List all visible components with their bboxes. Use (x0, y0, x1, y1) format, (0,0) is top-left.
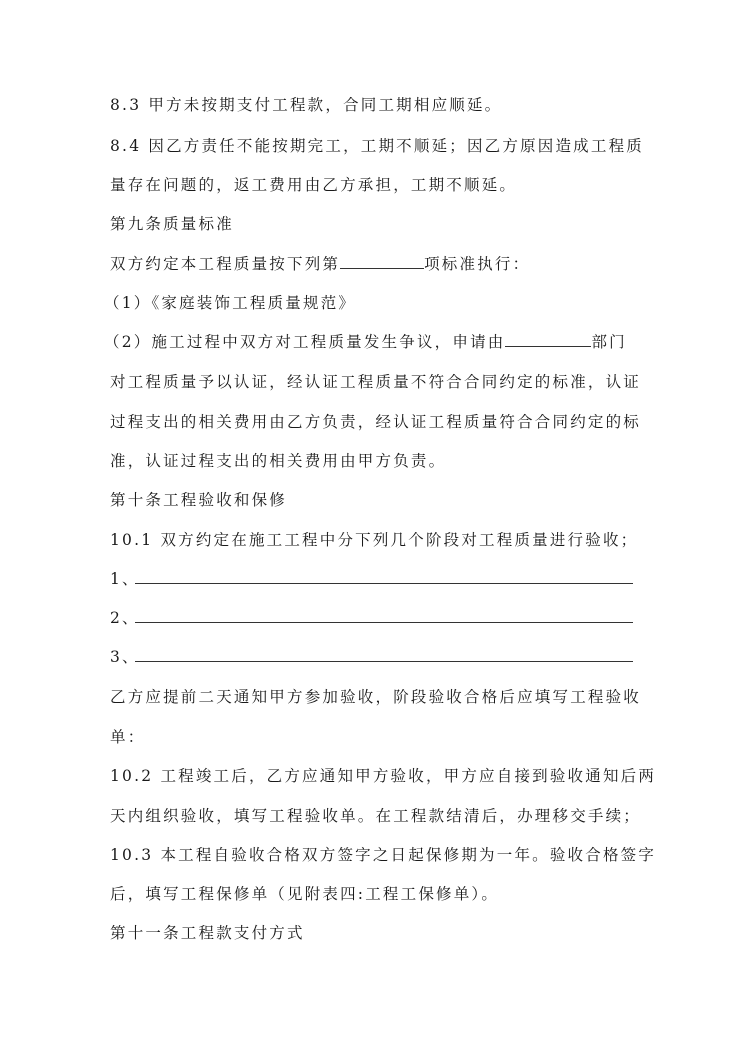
standard-item-2-cont-2: 过程支出的相关费用由乙方负责，经认证工程质量符合合同约定的标 (110, 413, 642, 431)
article-9-heading: 第九条质量标准 (110, 215, 234, 233)
standard-item-2 (104, 332, 627, 352)
clause-10-2: 10.2 工程竣工后，乙方应通知甲方验收，甲方应自接到验收通知后两 (110, 767, 657, 785)
standard-item-2-cont-3: 准，认证过程支出的相关费用由甲方负责。 (110, 452, 447, 470)
acceptance-notice-cont: 单： (110, 728, 146, 746)
article-10-heading: 第十条工程验收和保修 (110, 491, 288, 509)
department-blank[interactable] (505, 332, 591, 347)
standard-item-2-text-b: 部门 (591, 333, 627, 351)
clause-10-1: 10.1 双方约定在施工工程中分下列几个阶段对工程质量进行验收； (110, 531, 639, 549)
stage-label-2: 2、 (110, 609, 140, 627)
acceptance-notice: 乙方应提前二天通知甲方参加验收，阶段验收合格后应填写工程验收 (110, 688, 642, 706)
stage-blank-2[interactable] (135, 622, 633, 623)
quality-standard-text-a: 双方约定本工程质量按下列第 (110, 255, 341, 273)
stage-label-1: 1、 (110, 570, 140, 588)
clause-10-3-cont: 后，填写工程保修单（见附表四:工程工保修单）。 (110, 885, 500, 903)
stage-blank-3[interactable] (135, 661, 633, 662)
article-11-heading: 第十一条工程款支付方式 (110, 924, 305, 942)
clause-8-4-cont: 量存在问题的，返工费用由乙方承担，工期不顺延。 (110, 176, 518, 194)
stage-blank-1[interactable] (135, 583, 633, 584)
clause-10-3: 10.3 本工程自验收合格双方签字之日起保修期为一年。验收合格签字 (110, 846, 657, 864)
clause-8-4: 8.4 因乙方责任不能按期完工，工期不顺延；因乙方原因造成工程质 (110, 137, 644, 155)
quality-standard-line (110, 254, 530, 274)
standard-item-2-text-a: （2）施工过程中双方对工程质量发生争议，申请由 (104, 333, 506, 351)
standard-item-2-cont-1: 对工程质量予以认证，经认证工程质量不符合合同约定的标准，认证 (110, 373, 642, 391)
clause-10-2-cont: 天内组织验收，填写工程验收单。在工程款结清后，办理移交手续； (110, 807, 642, 825)
clause-8-3: 8.3 甲方未按期支付工程款，合同工期相应顺延。 (110, 96, 503, 114)
standard-item-1: （1）《家庭装饰工程质量规范》 (104, 294, 357, 312)
standard-number-blank[interactable] (340, 254, 424, 269)
quality-standard-text-b: 项标准执行： (424, 255, 531, 273)
stage-label-3: 3、 (110, 648, 140, 666)
